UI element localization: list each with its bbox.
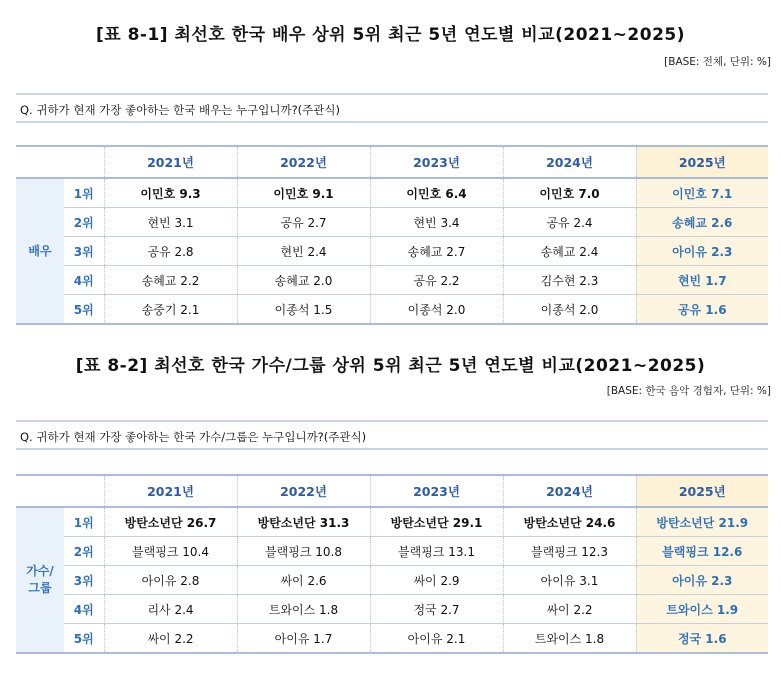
table2-title: [표 8-2] 최선호 한국 가수/그룹 상위 5위 최근 5년 연도별 비교(2021~2025) xyxy=(75,356,706,376)
table1-row-5 xyxy=(16,295,768,325)
table1-row-3 xyxy=(16,237,768,266)
table2-row-3 xyxy=(16,566,768,595)
table1-year-2021: 2021년 xyxy=(104,146,237,178)
table2-row-5 xyxy=(16,624,768,654)
table2-year-2024: 2024년 xyxy=(503,475,636,507)
table1-rank: 3위 xyxy=(64,237,104,266)
table1-cell: 이종석 1.5 xyxy=(237,295,370,325)
table2-cell: 싸이 2.2 xyxy=(503,595,636,624)
table1-cell: 공유 2.7 xyxy=(237,208,370,237)
table1-cell: 송혜교 2.0 xyxy=(237,266,370,295)
table2-year-2021: 2021년 xyxy=(104,475,237,507)
table2-row-4 xyxy=(16,595,768,624)
table1-cell: 송혜교 2.2 xyxy=(104,266,237,295)
table1-cell: 송중기 2.1 xyxy=(104,295,237,325)
table2-cell: 블랙핑크 12.3 xyxy=(503,537,636,566)
table2-cell: 아이유 1.7 xyxy=(237,624,370,654)
table2-cell-2025: 블랙핑크 12.6 xyxy=(636,537,768,566)
table1-cell: 이민호 7.0 xyxy=(503,178,636,208)
table2-cell: 블랙핑크 10.8 xyxy=(237,537,370,566)
table1-cell: 이종석 2.0 xyxy=(503,295,636,325)
table1-cell: 현빈 2.4 xyxy=(237,237,370,266)
table1-grid xyxy=(16,145,768,325)
table2-cell: 트와이스 1.8 xyxy=(503,624,636,654)
table2-category xyxy=(16,507,64,653)
table1-rank: 5위 xyxy=(64,295,104,325)
table1-cell: 이종석 2.0 xyxy=(370,295,503,325)
table2-rank: 3위 xyxy=(64,566,104,595)
table2-rank: 2위 xyxy=(64,537,104,566)
table1-title: [표 8-1] 최선호 한국 배우 상위 5위 최근 5년 연도별 비교(2021~2025) xyxy=(95,25,686,45)
table1-row-2 xyxy=(16,208,768,237)
table2-header-blank xyxy=(16,475,104,507)
table1-year-2025: 2025년 xyxy=(636,146,768,178)
table2-cell: 리사 2.4 xyxy=(104,595,237,624)
table2-cell: 싸이 2.9 xyxy=(370,566,503,595)
table1-question: Q. 귀하가 현재 가장 좋아하는 한국 배우는 누구입니까?(주관식) xyxy=(16,93,768,123)
table1-cell: 이민호 9.1 xyxy=(237,178,370,208)
table1-cell-2025: 송혜교 2.6 xyxy=(636,208,768,237)
table1-row-1 xyxy=(16,178,768,208)
table2-category-line2: 그룹 xyxy=(28,581,52,595)
table2-cell: 아이유 2.1 xyxy=(370,624,503,654)
table1-base-note: [BASE: 전체, 단위: %] xyxy=(664,56,771,68)
table1-header-row xyxy=(16,146,768,178)
table2-year-2022: 2022년 xyxy=(237,475,370,507)
table2-grid xyxy=(16,474,768,654)
table2-year-2025: 2025년 xyxy=(636,475,768,507)
table1-category: 배우 xyxy=(16,178,64,324)
table1-cell: 이민호 6.4 xyxy=(370,178,503,208)
table1-cell-2025: 아이유 2.3 xyxy=(636,237,768,266)
table2-base-note: [BASE: 한국 음악 경험자, 단위: %] xyxy=(606,385,771,397)
table1-cell: 공유 2.4 xyxy=(503,208,636,237)
table2-cell: 방탄소년단 31.3 xyxy=(237,507,370,537)
table1-cell: 송혜교 2.7 xyxy=(370,237,503,266)
table2-cell-2025: 정국 1.6 xyxy=(636,624,768,654)
table1-row-4 xyxy=(16,266,768,295)
table2-row-1 xyxy=(16,507,768,537)
table2-question: Q. 귀하가 현재 가장 좋아하는 한국 가수/그룹은 누구입니까?(주관식) xyxy=(16,420,768,450)
table1-cell-2025: 현빈 1.7 xyxy=(636,266,768,295)
table1-rank: 2위 xyxy=(64,208,104,237)
table1-cell: 공유 2.2 xyxy=(370,266,503,295)
table1-cell: 현빈 3.1 xyxy=(104,208,237,237)
table2-cell: 방탄소년단 29.1 xyxy=(370,507,503,537)
table1-rank: 4위 xyxy=(64,266,104,295)
table1-cell: 공유 2.8 xyxy=(104,237,237,266)
table1-rank: 1위 xyxy=(64,178,104,208)
table2-cell: 아이유 2.8 xyxy=(104,566,237,595)
table2-category-line1: 가수/ xyxy=(26,564,54,578)
table1-cell: 김수현 2.3 xyxy=(503,266,636,295)
table2-cell: 싸이 2.2 xyxy=(104,624,237,654)
table1-header-blank xyxy=(16,146,104,178)
table2-cell: 싸이 2.6 xyxy=(237,566,370,595)
table1-cell: 현빈 3.4 xyxy=(370,208,503,237)
table1-year-2023: 2023년 xyxy=(370,146,503,178)
table2-cell: 아이유 3.1 xyxy=(503,566,636,595)
table2-rank: 5위 xyxy=(64,624,104,654)
table2-row-2 xyxy=(16,537,768,566)
table1-cell: 송혜교 2.4 xyxy=(503,237,636,266)
table1-cell: 이민호 9.3 xyxy=(104,178,237,208)
table1-cell-2025: 공유 1.6 xyxy=(636,295,768,325)
table2-rank: 4위 xyxy=(64,595,104,624)
table2-cell-2025: 아이유 2.3 xyxy=(636,566,768,595)
table1-year-2022: 2022년 xyxy=(237,146,370,178)
table2-cell: 블랙핑크 10.4 xyxy=(104,537,237,566)
table2-cell-2025: 방탄소년단 21.9 xyxy=(636,507,768,537)
table2-year-2023: 2023년 xyxy=(370,475,503,507)
table2-cell: 트와이스 1.8 xyxy=(237,595,370,624)
table2-cell: 블랙핑크 13.1 xyxy=(370,537,503,566)
table2-rank: 1위 xyxy=(64,507,104,537)
table2-cell: 방탄소년단 26.7 xyxy=(104,507,237,537)
table2-header-row xyxy=(16,475,768,507)
table2-cell: 방탄소년단 24.6 xyxy=(503,507,636,537)
table2-cell-2025: 트와이스 1.9 xyxy=(636,595,768,624)
table2-cell: 정국 2.7 xyxy=(370,595,503,624)
table1-year-2024: 2024년 xyxy=(503,146,636,178)
table1-cell-2025: 이민호 7.1 xyxy=(636,178,768,208)
